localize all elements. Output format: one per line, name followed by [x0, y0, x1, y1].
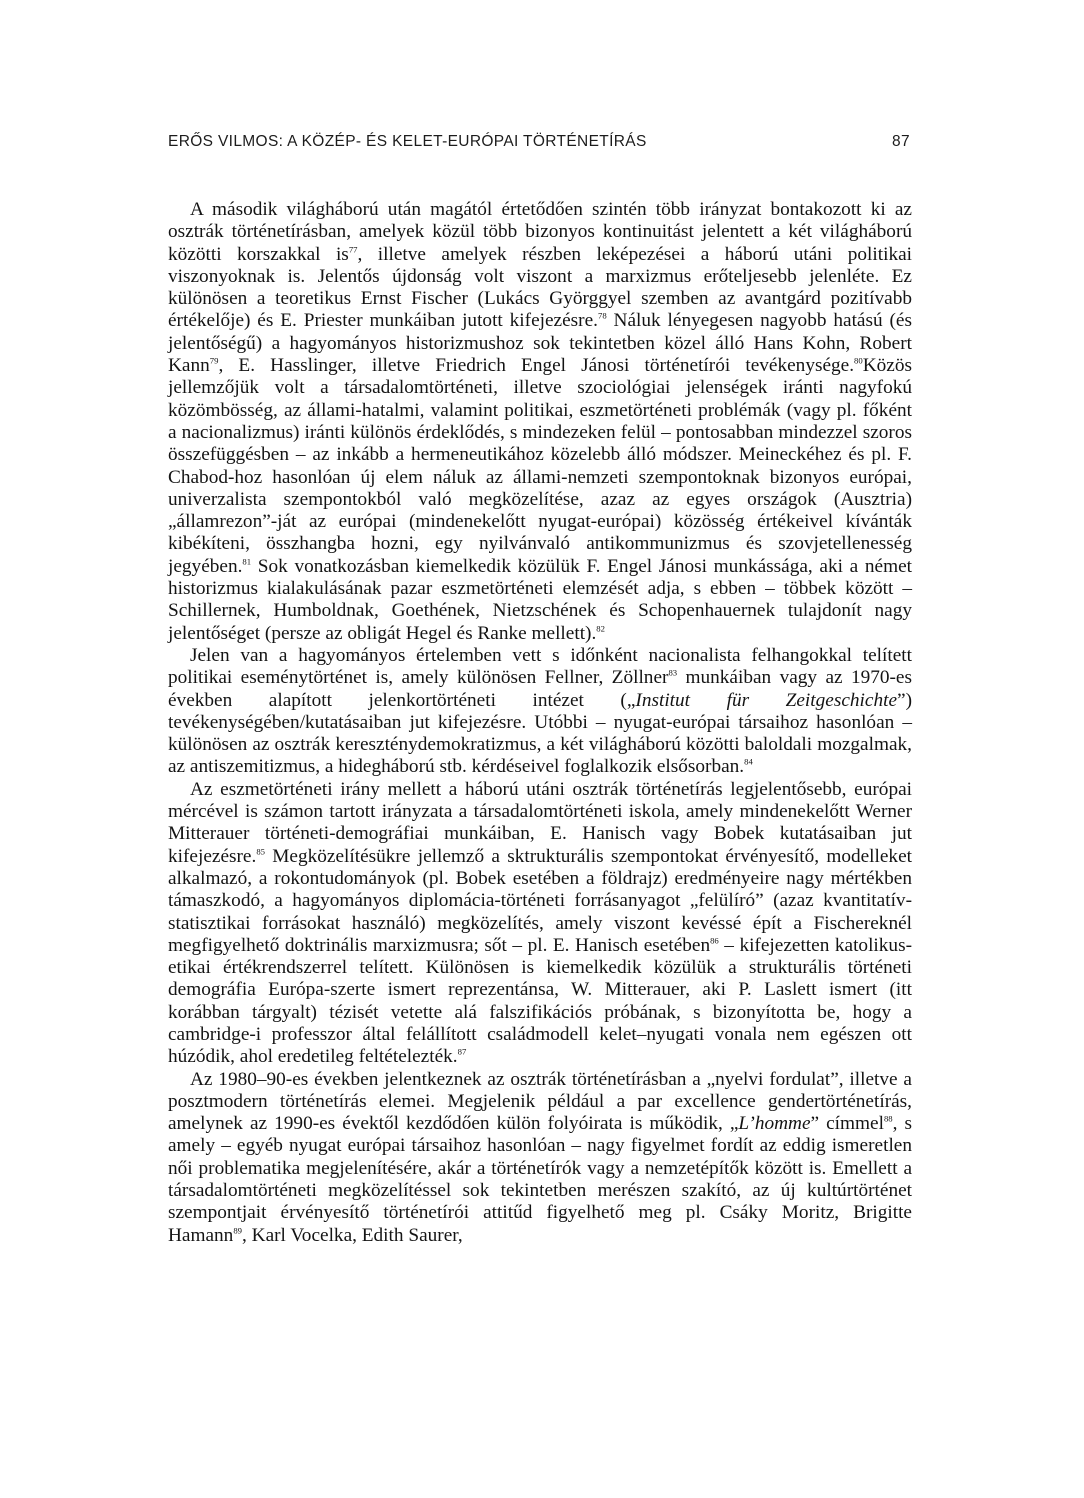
footnote-marker: 77 [348, 244, 358, 255]
paragraph-text: ”) tevékenységében/kutatásaiban jut kifejezésre. Utóbbi – nyugat-európai társaihoz hasonlóan – különösen az osztrák kereszténydemokratizmus, a két világháború közötti baloldali mozgalmak, az antiszemitizmus, a hidegháború stb. kérdéseivel foglalkozik elsősorban. [168, 689, 912, 778]
footnote-marker: 84 [744, 757, 753, 768]
paragraph-text: Az 1980–90-es években jelentkeznek az osztrák történetírásban a „nyelvi fordulat”, illetve a posztmodern történetírás elemei. Megjelenik például a par excellence gendertörténetírás, amelynek az 1990-es évektől kezdődően külön folyóirata is működik, „ [168, 1068, 912, 1135]
footnote-marker: 83 [668, 667, 678, 678]
footnote-marker: 87 [457, 1046, 467, 1057]
footnote-marker: 82 [596, 623, 605, 634]
paragraph-text: , s amely – egyéb nyugat európai társaihoz hasonlóan – nagy figyelmet fordít az eddig ismeretlen női problematika megjelenítésére, akár a történetírók vagy a nemzetépítők között is. Emellett a társadalomtörténeti megközelítéssel sok tekintetben merészen szakító, az új kultúrtörténet szempontjait érvényesítő történetírói attitűd figyelhető meg pl. Csáky Moritz, Brigitte Hamann [168, 1113, 912, 1246]
paragraph-text: , E. Hasslinger, illetve Friedrich Engel Jánosi történetírói tevékenysége. [218, 355, 855, 377]
paragraph-text: Sok vonatkozásban kiemelkedik közülük F. Engel Jánosi munkássága, aki a német historizmus kialakulásának pazar eszmetörténeti elemzését adja, s ebben – többek között – Schillernek, Humboldnak, Goethének, Nietzschének és Schopenhauernek tulajdonít nagy jelentőséget (persze az obligát Hegel és Ranke mellett). [168, 555, 912, 644]
footnote-marker: 88 [883, 1113, 893, 1124]
paragraph-text: , illetve amelyek részben leképezései a háború utáni politikai viszonyoknak is. Jelentős újdonság volt viszont a marxizmus erőteljesebb jelenléte. Ez különösen a teoretikus Ernst Fischer (Lukács Györggyel szemben az avantgárd pozitívabb értékelője) és E. Priester munkáiban jutott kifejezésre. [168, 243, 912, 332]
paragraph-text: , Karl Vocelka, Edith Saurer, [242, 1224, 463, 1246]
footnote-marker: 85 [256, 846, 265, 857]
paragraph-text: Közös jellemzőjük volt a társadalomtörténeti, illetve szociológiai jelenségek iránti nagyfokú közömbösség, az állami-hatalmi, valamint politikai, eszmetörténeti problémák (vagy pl. főként a nacionalizmus) iránti különös érdeklődés, s mindezeken felül – pontosabban mindezzel szoros összefüggésben – az inkább a hermeneutikához közelebb álló módszer. Meineckéhez és pl. F. Chabod-hoz hasonlóan új elem náluk az állami-nemzeti szempontoknak bizonyos európai, univerzalista szempontokból való megközelítése, azaz az egyes országok (Ausztria) „államrezon”-ját az európai (mindenekelőtt nyugat-európai) közösség értékeivel kívánták kibékíteni, összhangba hozni, egy nyilvánvaló antikommunizmus és szovjetellenesség jegyében. [168, 355, 912, 577]
footnote-marker: 78 [597, 311, 607, 322]
italic-text: Institut für Zeitgeschichte [635, 689, 898, 711]
footnote-marker: 86 [710, 935, 719, 946]
paragraph-text: – kifejezetten katolikus-etikai értékrendszerrel telített. Különösen is kiemelkedik közülük a strukturális történeti demográfia Európa-szerte ismert reprezentánsa, W. Mitterauer, aki P. Laslett ismert (itt korábban tárgyalt) tézisét vetette alá falszifikációs próbának, s bizonyította be, hogy a cambridge-i professzor által felállított családmodell kelet–nyugati vonala nem egészen ott húzódik, ahol eredetileg feltételezték. [168, 934, 912, 1068]
body-text [168, 199, 912, 1247]
running-head [168, 133, 910, 157]
footnote-marker: 79 [209, 355, 219, 366]
italic-text: L’homme [738, 1113, 811, 1135]
paragraph-text: Náluk lényegesen nagyobb hatású (és jelentőségű) a hagyományos historizmushoz sok tekintetben közel álló Hans Kohn, Robert Kann [168, 310, 912, 377]
paragraph-text: ” címmel [810, 1113, 884, 1135]
page-number: 87 [892, 133, 910, 150]
running-head-title: ERŐS VILMOS: A KÖZÉP- ÉS KELET-EURÓPAI TÖRTÉNETÍRÁS [168, 133, 647, 150]
footnote-marker: 80 [854, 355, 863, 366]
paragraph-text: Jelen van a hagyományos értelemben vett s időnként nacionalista felhangokkal telített politikai eseménytörténet is, amely különösen Fellner, Zöllner [168, 644, 912, 689]
footnote-marker: 89 [233, 1225, 242, 1236]
body-paragraph [168, 645, 912, 779]
body-paragraph [168, 1069, 912, 1247]
paragraph-text: munkáiban vagy az 1970-es években alapított jelenkortörténeti intézet („ [168, 667, 912, 711]
footnote-marker: 81 [242, 556, 252, 567]
body-paragraph [168, 199, 912, 645]
body-paragraph [168, 779, 912, 1069]
paragraph-text: A második világháború után magától értetődően szintén több irányzat bontakozott ki az osztrák történetírásban, amelyek közül több bizonyos kontinuitást jelentett a két világháború közötti korszakkal is [168, 199, 912, 265]
paragraph-text: Megközelítésükre jellemző a sktrukturális szempontokat érvényesítő, modelleket alkalmazó, a rokontudományok (pl. Bobek esetében a földrajz) eredményeire nagy mértékben támaszkodó, a hagyományos diplomácia-történeti forrásanyagot „felülíró” (azaz kvantitatív-statisztikai forrásokat használó) megközelítés, amely viszont kevéssé épít a Fischereknél megfigyelhető doktrinális marxizmusra; sőt – pl. E. Hanisch esetében [168, 845, 912, 956]
paragraph-text: Az eszmetörténeti irány mellett a háború utáni osztrák történetírás legjelentősebb, európai mércével is számon tartott irányzata a társadalomtörténeti iskola, amely mindenekelőtt Werner Mitterauer történeti-demográfiai munkáiban, E. Hanisch vagy Bobek kutatásaiban jut kifejezésre. [168, 778, 912, 867]
